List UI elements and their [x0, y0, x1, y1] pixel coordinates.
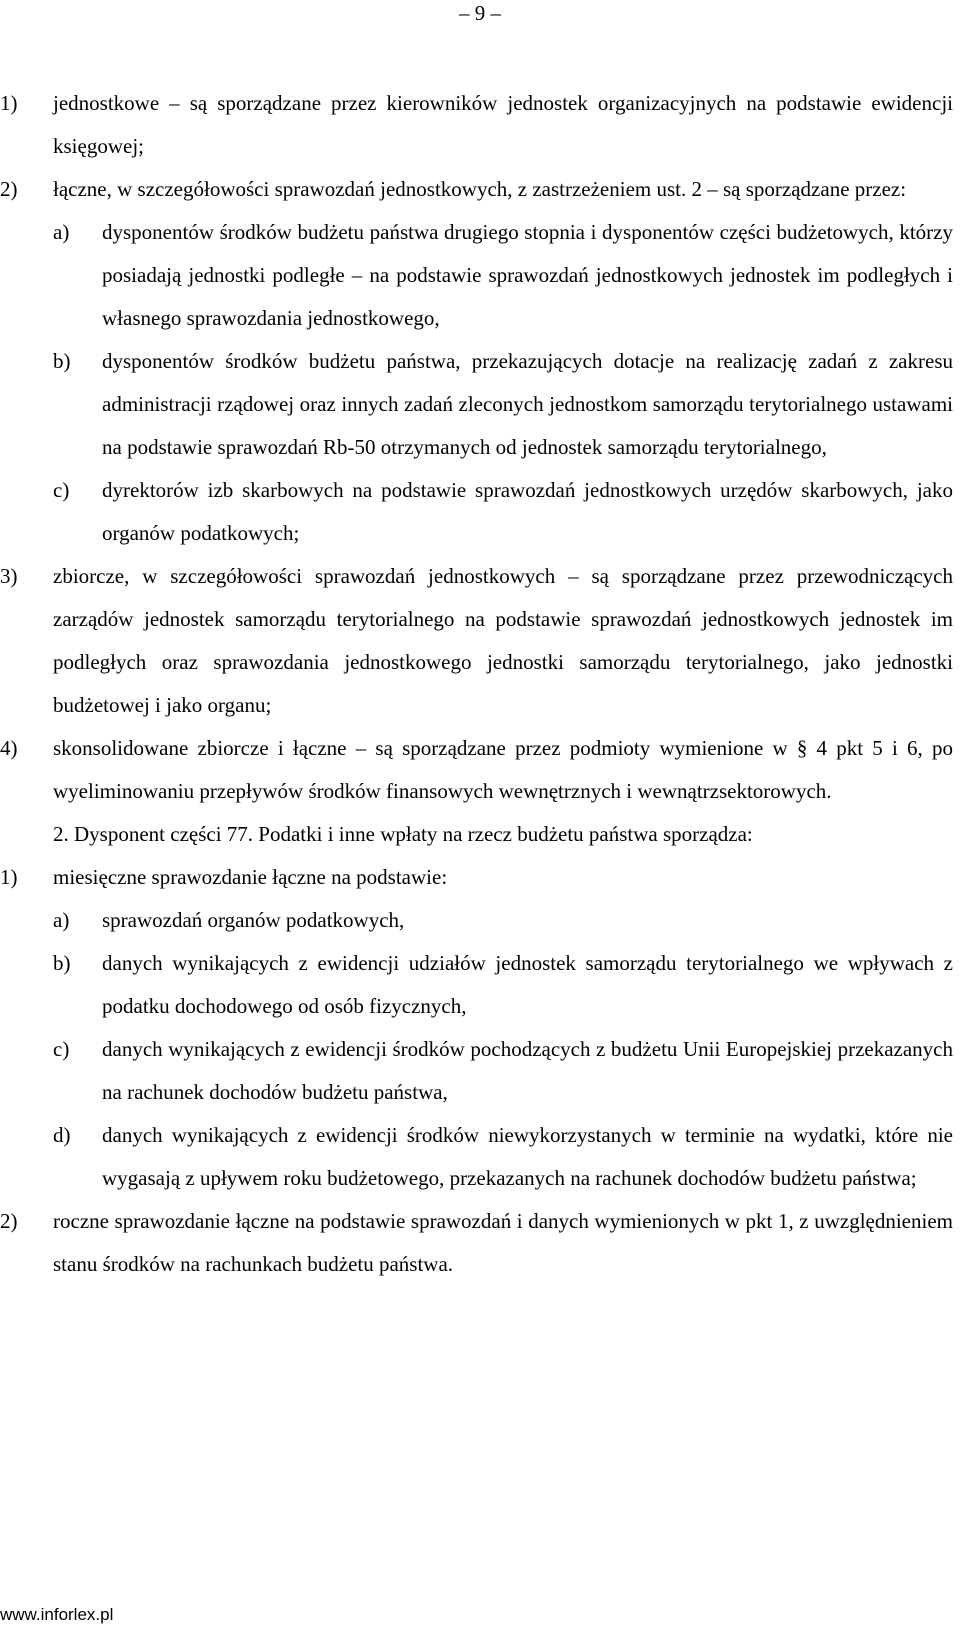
- footer-url: www.inforlex.pl: [0, 1605, 114, 1624]
- item-number: 1): [0, 91, 18, 115]
- item-text: łączne, w szczegółowości sprawozdań jednostkowych, z zastrzeżeniem ust. 2 – są sporządzane przez:: [53, 177, 907, 201]
- list-subitem: [0, 340, 960, 469]
- subitem-text: dysponentów środków budżetu państwa drugiego stopnia i dysponentów części budżetowych, którzy posiadają jednostki podległe – na podstawie sprawozdań jednostkowych jednostek im podległych i własnego sprawozdania jednostkowego,: [102, 220, 953, 330]
- subitem-text: dysponentów środków budżetu państwa, przekazujących dotacje na realizację zadań z zakresu administracji rządowej oraz innych zadań zleconych jednostkom samorządu terytorialnego ustawami na podstawie sprawozdań Rb-50 otrzymanych od jednostek samorządu terytorialnego,: [102, 349, 953, 459]
- list-subitem: [0, 469, 960, 555]
- subitem-letter: a): [53, 908, 70, 932]
- list-item: [0, 727, 960, 813]
- item-text: jednostkowe – są sporządzane przez kierowników jednostek organizacyjnych na podstawie ewidencji księgowej;: [53, 91, 953, 158]
- item-text: miesięczne sprawozdanie łączne na podstawie:: [53, 865, 448, 889]
- item-text: skonsolidowane zbiorcze i łączne – są sporządzane przez podmioty wymienione w § 4 pkt 5 i 6, po wyeliminowaniu przepływów środków finansowych wewnętrznych i wewnątrzsektorowych.: [53, 736, 953, 803]
- section-paragraph: 2. Dysponent części 77. Podatki i inne wpłaty na rzecz budżetu państwa sporządza:: [53, 822, 753, 846]
- document-body: [0, 82, 960, 1286]
- subitem-text: danych wynikających z ewidencji udziałów jednostek samorządu terytorialnego we wpływach z podatku dochodowego od osób fizycznych,: [102, 951, 953, 1018]
- subitem-letter: a): [53, 220, 70, 244]
- list-subitem: [0, 942, 960, 1028]
- subitem-letter: b): [53, 349, 71, 373]
- list-subitem: [0, 211, 960, 340]
- item-number: 3): [0, 564, 18, 588]
- page-number: – 9 –: [459, 1, 501, 25]
- list-item: [0, 856, 960, 899]
- item-text: roczne sprawozdanie łączne na podstawie sprawozdań i danych wymienionych w pkt 1, z uwzględnieniem stanu środków na rachunkach budżetu państwa.: [53, 1209, 953, 1276]
- item-number: 1): [0, 865, 18, 889]
- list-item: [0, 555, 960, 727]
- list-subitem: [0, 899, 960, 942]
- subitem-text: danych wynikających z ewidencji środków pochodzących z budżetu Unii Europejskiej przekazanych na rachunek dochodów budżetu państwa,: [102, 1037, 953, 1104]
- subitem-text: dyrektorów izb skarbowych na podstawie sprawozdań jednostkowych urzędów skarbowych, jako organów podatkowych;: [102, 478, 953, 545]
- subitem-text: danych wynikających z ewidencji środków niewykorzystanych w terminie na wydatki, które nie wygasają z upływem roku budżetowego, przekazanych na rachunek dochodów budżetu państwa;: [102, 1123, 953, 1190]
- subitem-text: sprawozdań organów podatkowych,: [102, 908, 405, 932]
- list-item: [0, 82, 960, 168]
- subitem-letter: c): [53, 1037, 70, 1061]
- item-number: 2): [0, 177, 18, 201]
- subitem-letter: c): [53, 478, 70, 502]
- item-number: 4): [0, 736, 18, 760]
- list-subitem: [0, 1114, 960, 1200]
- item-text: zbiorcze, w szczegółowości sprawozdań jednostkowych – są sporządzane przez przewodniczących zarządów jednostek samorządu terytorialnego na podstawie sprawozdań jednostkowych jednostek im podległych oraz sprawozdania jednostkowego jednostki samorządu terytorialnego, jako jednostki budżetowej i jako organu;: [53, 564, 953, 717]
- list-item: [0, 1200, 960, 1286]
- item-number: 2): [0, 1209, 18, 1233]
- subitem-letter: b): [53, 951, 71, 975]
- list-subitem: [0, 1028, 960, 1114]
- list-item: [0, 168, 960, 211]
- subitem-letter: d): [53, 1123, 71, 1147]
